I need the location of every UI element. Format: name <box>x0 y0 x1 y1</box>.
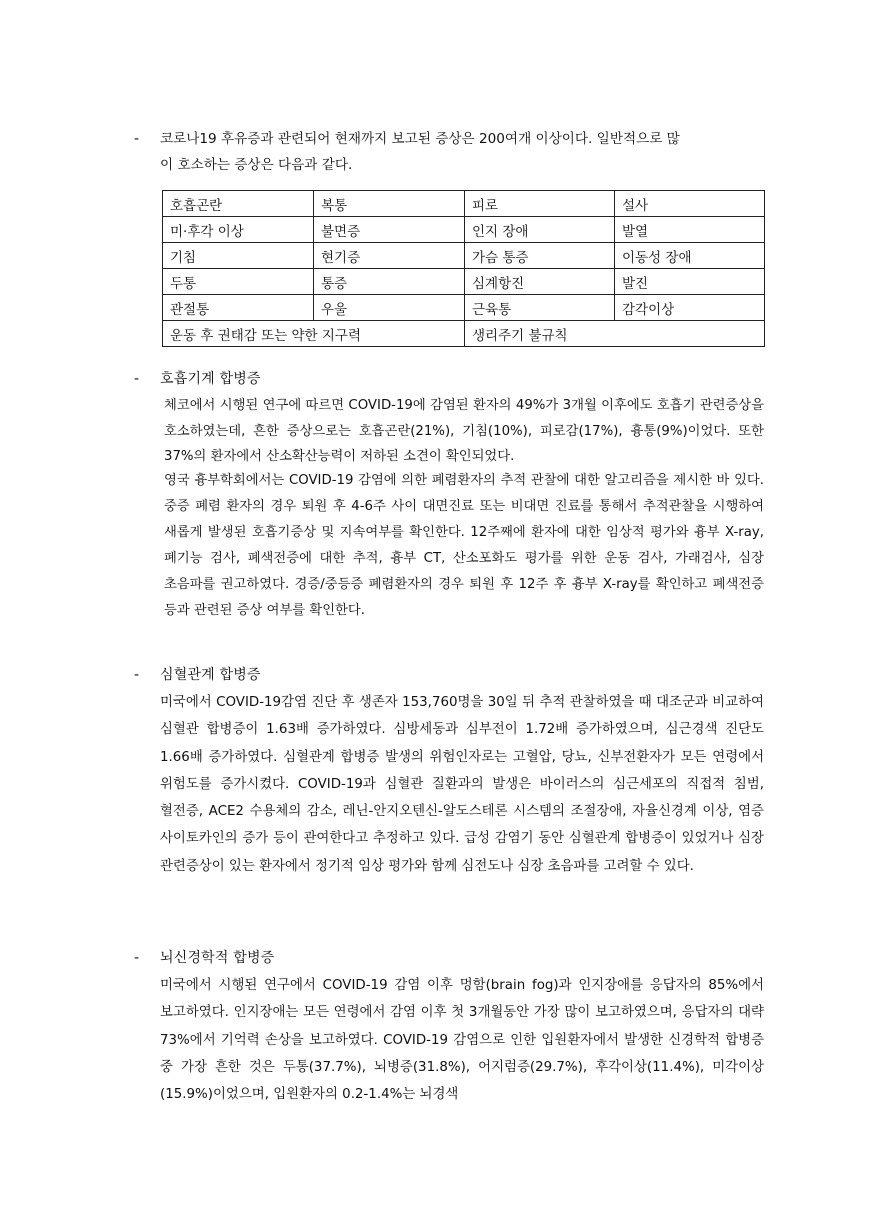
table-cell: 관절통 <box>163 295 314 321</box>
table-cell: 호흡곤란 <box>163 191 314 217</box>
section-heading-cardio: 심혈관계 합병증 <box>160 667 261 683</box>
table-row <box>163 321 765 347</box>
table-cell-merged: 생리주기 불규칙 <box>465 321 765 347</box>
bullet-cardio: - <box>134 667 140 683</box>
table-cell: 우울 <box>314 295 465 321</box>
table-cell: 통증 <box>314 269 465 295</box>
table-row <box>163 191 765 217</box>
table-cell: 피로 <box>465 191 615 217</box>
respiratory-paragraph-1: 체코에서 시행된 연구에 따르면 COVID-19에 감염된 환자의 49%가 3개월 이후에도 호흡기 관련증상을 호소하였는데, 흔한 증상으로는 호흡곤란(21%), 기침(10%), 피로감(17%), 흉통(9%)이었다. 또한 37%의 환자에서 산소확산능력이 저하된 소견이 확인되었다. <box>164 398 764 465</box>
table-cell: 발진 <box>615 269 765 295</box>
table-row <box>163 295 765 321</box>
table-cell: 현기증 <box>314 243 465 269</box>
table-row <box>163 217 765 243</box>
table-cell: 이동성 장애 <box>615 243 765 269</box>
table-cell: 심계항진 <box>465 269 615 295</box>
intro-line-2: 이 호소하는 증상은 다음과 같다. <box>160 157 353 173</box>
intro-line-1: 코로나19 후유증과 관련되어 현재까지 보고된 증상은 200여개 이상이다. 일반적으로 많 <box>160 131 680 147</box>
table-cell: 근육통 <box>465 295 615 321</box>
bullet-respiratory: - <box>134 371 140 387</box>
table-cell-merged: 운동 후 권태감 또는 약한 지구력 <box>163 321 465 347</box>
respiratory-paragraph-2: 영국 흉부학회에서는 COVID-19 감염에 의한 폐렴환자의 추적 관찰에 대한 알고리즘을 제시한 바 있다. 중증 폐렴 환자의 경우 퇴원 후 4-6주 사이 대면진료 또는 비대면 진료를 통해서 추적관찰을 시행하여 새롭게 발생된 호흡기증상 및 지속여부를 확인한다. 12주째에 환자에 대한 임상적 평가와 흉부 X-ray, 폐기능 검사, 폐색전증에 대한 추적, 흉부 CT, 산소포화도 평가를 위한 운동 검사, 가래검사, 심장 초음파를 권고하였다. 경증/중등증 폐렴환자의 경우 퇴원 후 12주 후 흉부 X-ray를 확인하고 폐색전증 등과 관련된 증상 여부를 확인한다. <box>164 473 764 618</box>
table-row <box>163 269 765 295</box>
intro-paragraph <box>160 126 764 178</box>
section-heading-respiratory: 호흡기계 합병증 <box>160 371 261 387</box>
table-cell: 복통 <box>314 191 465 217</box>
cardio-paragraph: 미국에서 COVID-19감염 진단 후 생존자 153,760명을 30일 뒤 추적 관찰하였을 때 대조군과 비교하여 심혈관 합병증이 1.63배 증가하였다. 심방세동과 심부전이 1.72배 증가하였으며, 심근경색 진단도 1.66배 증가하였다. 심혈관계 합병증 발생의 위험인자로는 고혈압, 당뇨, 신부전환자가 모든 연령에서 위험도를 증가시켰다. COVID-19과 심혈관 질환과의 발생은 바이러스의 심근세포의 직접적 침범, 혈전증, ACE2 수용체의 감소, 레닌-안지오텐신-알도스테론 시스템의 조절장애, 자율신경계 이상, 염증 사이토카인의 증가 등이 관여한다고 추정하고 있다. 급성 감염기 동안 심혈관계 합병증이 있었거나 심장 관련증상이 있는 환자에서 정기적 임상 평가와 함께 심전도나 심장 초음파를 고려할 수 있다. <box>160 695 764 874</box>
bullet-intro: - <box>134 131 140 147</box>
table-cell: 불면증 <box>314 217 465 243</box>
table-cell: 감각이상 <box>615 295 765 321</box>
table-cell: 가슴 통증 <box>465 243 615 269</box>
neuro-paragraph: 미국에서 시행된 연구에서 COVID-19 감염 이후 멍함(brain fog)과 인지장애를 응답자의 85%에서 보고하였다. 인지장애는 모든 연령에서 감염 이후 첫 3개월동안 가장 많이 보고하였으며, 응답자의 대략 73%에서 기억력 손상을 보고하였다. COVID-19 감염으로 인한 입원환자에서 발생한 신경학적 합병증 중 가장 흔한 것은 두통(37.7%), 뇌병증(31.8%), 어지럼증(29.7%), 후각이상(11.4%), 미각이상(15.9%)이었으며, 입원환자의 0.2-1.4%는 뇌경색 <box>160 978 764 1103</box>
section-heading-neuro: 뇌신경학적 합병증 <box>160 950 275 966</box>
table-cell: 미·후각 이상 <box>163 217 314 243</box>
table-cell: 두통 <box>163 269 314 295</box>
table-cell: 기침 <box>163 243 314 269</box>
table-cell: 설사 <box>615 191 765 217</box>
table-row <box>163 243 765 269</box>
table-cell: 인지 장애 <box>465 217 615 243</box>
symptom-table <box>162 190 765 347</box>
table-cell: 발열 <box>615 217 765 243</box>
bullet-neuro: - <box>134 950 140 966</box>
